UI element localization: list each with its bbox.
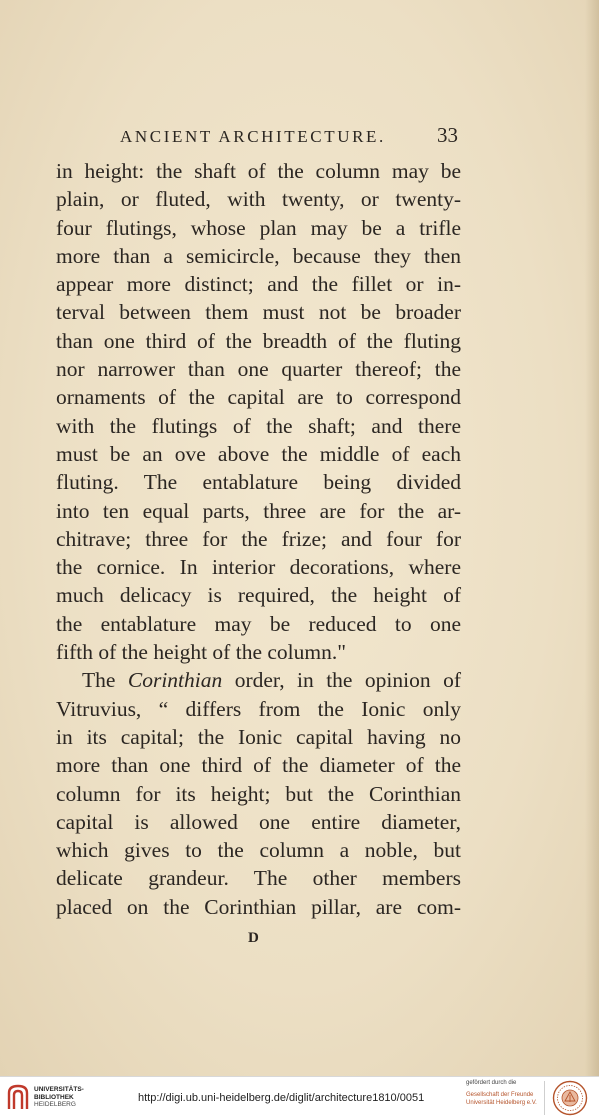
- footer-bar: [0, 1076, 599, 1119]
- text-run: The: [82, 668, 128, 693]
- library-name: [34, 1086, 84, 1109]
- text-line: placed on the Corinthian pillar, are com-: [56, 894, 461, 919]
- text-line: fifth of the height of the column.": [56, 640, 346, 665]
- text-line: plain, or fluted, with twenty, or twenty-: [56, 187, 461, 212]
- text-line: delicate grandeur. The other members: [56, 866, 461, 891]
- text-line: much delicacy is required, the height of: [56, 583, 461, 608]
- text-line: more than one third of the diameter of the: [56, 753, 461, 778]
- library-name-line: HEIDELBERG: [34, 1101, 76, 1108]
- text-line: terval between them must not be broader: [56, 300, 461, 325]
- text-line: four flutings, whose plan may be a trifle: [56, 215, 461, 240]
- text-line: appear more distinct; and the fillet or in-: [56, 272, 461, 297]
- library-name-line: BIBLIOTHEK: [34, 1093, 74, 1101]
- text-line: fluting. The entablature being divided: [56, 470, 461, 495]
- text-line: chitrave; three for the frize; and four for: [56, 526, 461, 551]
- text-line: capital is allowed one entire diameter,: [56, 809, 461, 834]
- funded-label: gefördert durch die: [466, 1080, 517, 1086]
- text-line: into ten equal parts, three are for the ar-: [56, 498, 461, 523]
- text-line: in its capital; the Ionic capital having no: [56, 724, 461, 749]
- library-name-line: UNIVERSITÄTS-: [34, 1086, 84, 1093]
- running-title: ANCIENT ARCHITECTURE.: [120, 127, 386, 146]
- text-run: order, in the opinion of: [222, 668, 461, 693]
- society-name-line: Universität Heidelberg e.V.: [466, 1099, 537, 1106]
- body-text: [56, 157, 461, 921]
- italic-term: Corinthian: [127, 668, 223, 693]
- text-line: which gives to the column a noble, but: [56, 838, 461, 863]
- page-number: 33: [437, 123, 458, 147]
- text-line: nor narrower than one quarter thereof; the: [56, 357, 461, 382]
- text-line: in height: the shaft of the column may be: [56, 159, 461, 183]
- text-line: the cornice. In interior decorations, where: [56, 555, 461, 580]
- footer-divider: [544, 1081, 545, 1115]
- society-name-line: Gesellschaft der Freunde: [466, 1092, 534, 1098]
- text-line: must be an ove above the middle of each: [56, 441, 461, 466]
- text-line: than one third of the breadth of the fluting: [56, 328, 461, 353]
- text-line: Vitruvius, “ differs from the Ionic only: [56, 696, 461, 721]
- page-edge-shadow: [585, 0, 599, 1076]
- text-line: with the flutings of the shaft; and there: [56, 413, 461, 438]
- text-line: more than a semicircle, because they then: [56, 243, 461, 268]
- paragraph-start-line: [56, 666, 461, 694]
- text-line: the entablature may be reduced to one: [56, 611, 461, 636]
- permalink-url[interactable]: http://digi.ub.uni-heidelberg.de/diglit/architecture1810/0051: [138, 1092, 425, 1104]
- society-name: [466, 1092, 537, 1107]
- signature-mark: D: [248, 930, 259, 946]
- university-library-logo-icon: [6, 1083, 30, 1111]
- text-line: column for its height; but the Corinthian: [56, 781, 461, 806]
- text-line: ornaments of the capital are to correspond: [56, 385, 461, 410]
- running-head: [58, 125, 458, 151]
- university-seal-icon: [552, 1080, 588, 1116]
